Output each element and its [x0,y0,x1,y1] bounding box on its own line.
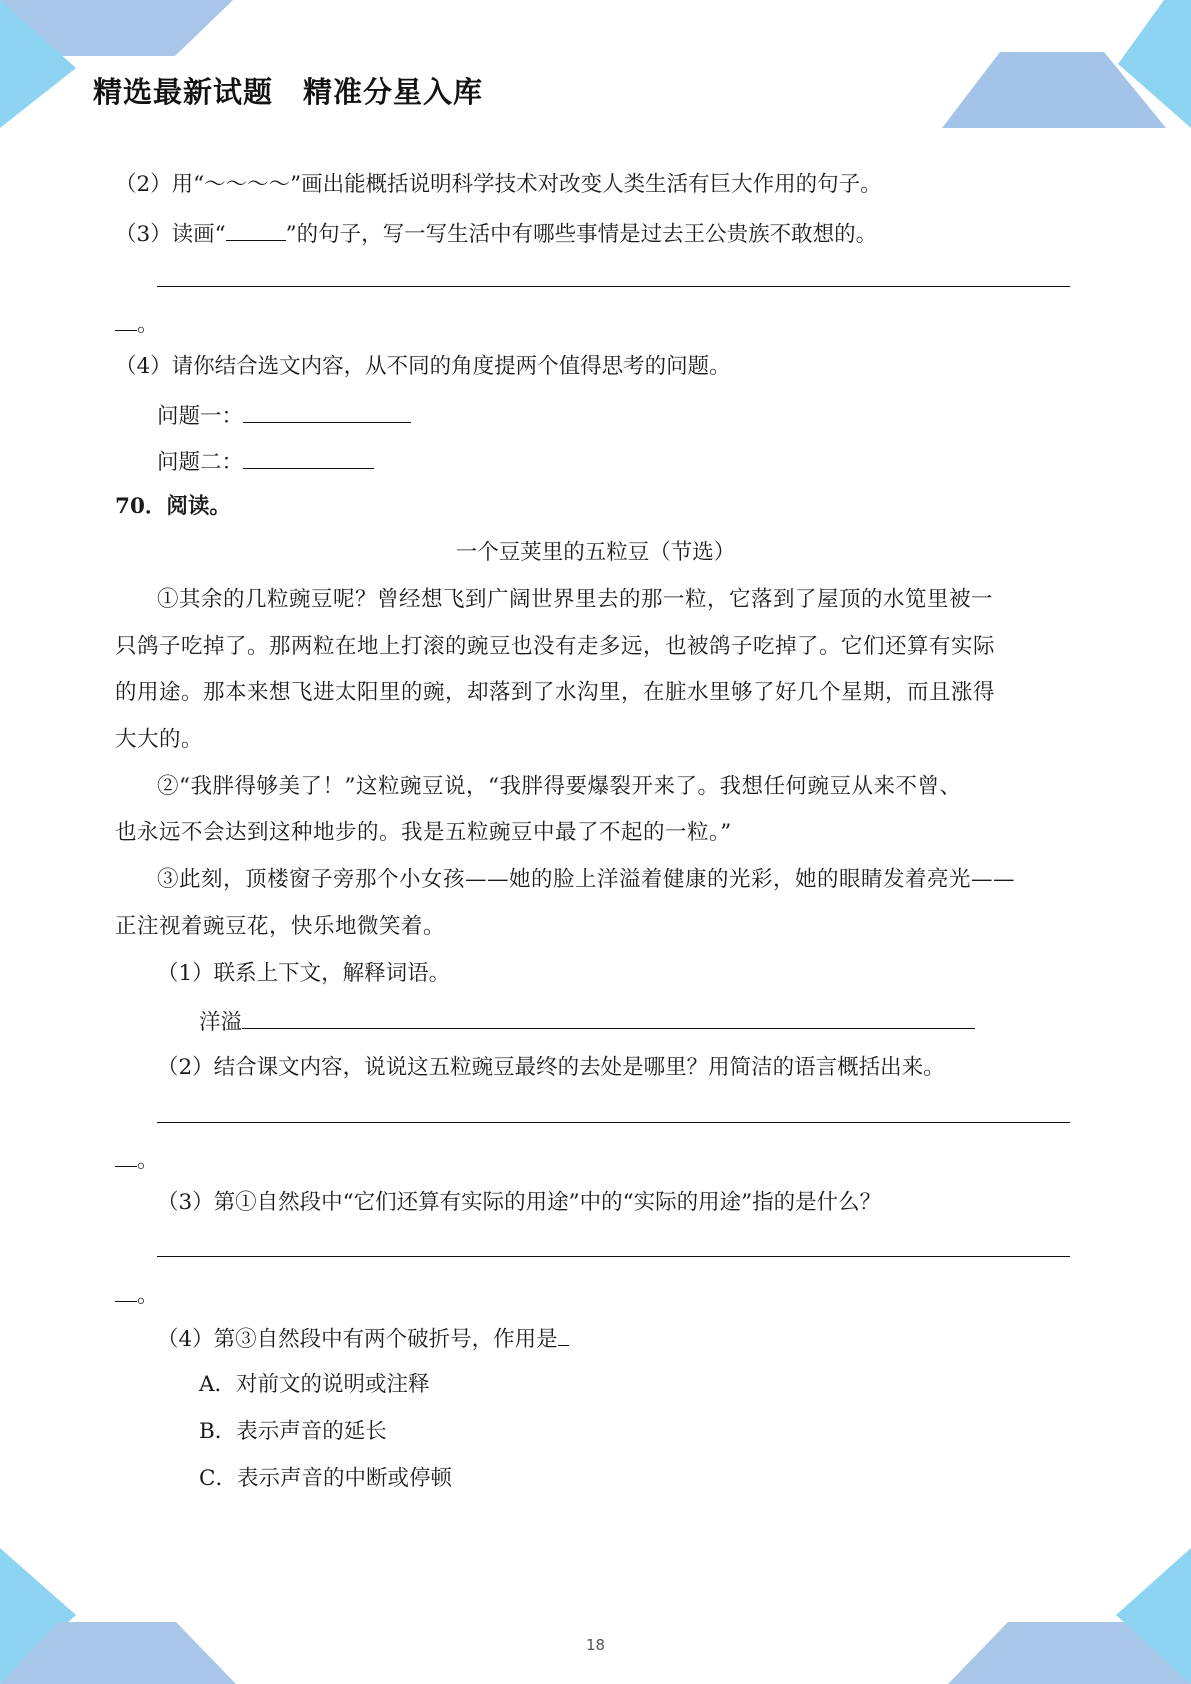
q69-sub3-blank [226,218,286,241]
q70-sub4-text: （4）第③自然段中有两个破折号，作用是 [157,1327,558,1352]
q70-sub1: （1）联系上下文，解释词语。 [157,961,451,986]
q69-sub3-prefix: （3）读画“ [115,222,226,247]
q69-sub2: （2）用“～～～～”画出能概括说明科学技术对改变人类生活有巨大作用的句子。 [115,172,882,197]
q69-sub4: （4）请你结合选文内容，从不同的角度提两个值得思考的问题。 [115,354,731,379]
q70-para1-line4: 大大的。 [115,727,204,752]
q69-sub3-answer-line[interactable] [157,286,1070,287]
q70-para3-line2: 正注视着豌豆花，快乐地微笑着。 [115,914,446,939]
q70-sub4-blank[interactable] [558,1323,569,1346]
q70-sub3-end-mark: 。 [137,1283,159,1308]
q70-heading: 70．阅读。 [115,494,231,519]
q70-sub2-answer-line[interactable] [157,1122,1070,1123]
q69-problem-2-blank[interactable] [243,446,374,469]
q70-sub3-end [115,1279,159,1311]
q69-sub3-end-mark: 。 [137,312,159,337]
q69-problem-1-blank[interactable] [243,400,411,423]
q70-para1-line3: 的用途。那本来想飞进太阳里的豌，却落到了水沟里，在脏水里够了好几个星期，而且涨得 [115,680,996,705]
q69-problem-2 [157,446,374,478]
q70-para3-line1: ③此刻，顶楼窗子旁那个小女孩——她的脸上洋溢着健康的光彩，她的眼睛发着亮光—— [157,867,1016,892]
q70-sub3-end-blank [115,1279,137,1302]
q69-sub3-end [115,308,159,340]
q70-option-a[interactable]: A．对前文的说明或注释 [199,1372,430,1397]
q70-para2-line1: ②“我胖得够美了！”这粒豌豆说，“我胖得要爆裂开来了。我想任何豌豆从来不曾、 [157,774,962,799]
q70-sub2-end-mark: 。 [137,1148,159,1173]
q70-para2-line2: 也永远不会达到这种地步的。我是五粒豌豆中最了不起的一粒。” [115,820,732,845]
q70-passage-title: 一个豆荚里的五粒豆（节选） [455,540,736,565]
q70-para1-line1: ①其余的几粒豌豆呢？曾经想飞到广阔世界里去的那一粒，它落到了屋顶的水笕里被一 [157,587,994,612]
q69-problem-2-label: 问题二： [157,450,244,475]
q70-sub3: （3）第①自然段中“它们还算有实际的用途”中的“实际的用途”指的是什么？ [157,1190,882,1215]
q70-sub4 [157,1323,569,1355]
q69-sub3-end-blank [115,308,137,331]
q70-sub2: （2）结合课文内容，说说这五粒豌豆最终的去处是哪里？用简洁的语言概括出来。 [157,1055,945,1080]
q70-sub2-end-blank [115,1144,137,1167]
q69-problem-1 [157,400,411,432]
q70-sub1-word [199,1006,975,1038]
q70-option-c[interactable]: C．表示声音的中断或停顿 [199,1466,452,1491]
q70-sub1-answer-blank[interactable] [242,1006,975,1029]
q70-sub2-end [115,1144,159,1176]
q69-sub3-suffix: ”的句子，写一写生活中有哪些事情是过去王公贵族不敢想的。 [285,222,878,247]
page-header-title: 精选最新试题 精准分星入库 [93,75,484,109]
q69-sub3 [115,218,877,250]
page-number: 18 [585,1636,606,1654]
q70-para1-line2: 只鸽子吃掉了。那两粒在地上打滚的豌豆也没有走多远，也被鸽子吃掉了。它们还算有实际 [115,634,996,659]
q70-sub3-answer-line[interactable] [157,1256,1070,1257]
q70-option-b[interactable]: B．表示声音的延长 [199,1419,387,1444]
q69-problem-1-label: 问题一： [157,404,244,429]
q70-sub1-word-label: 洋溢 [199,1010,243,1035]
